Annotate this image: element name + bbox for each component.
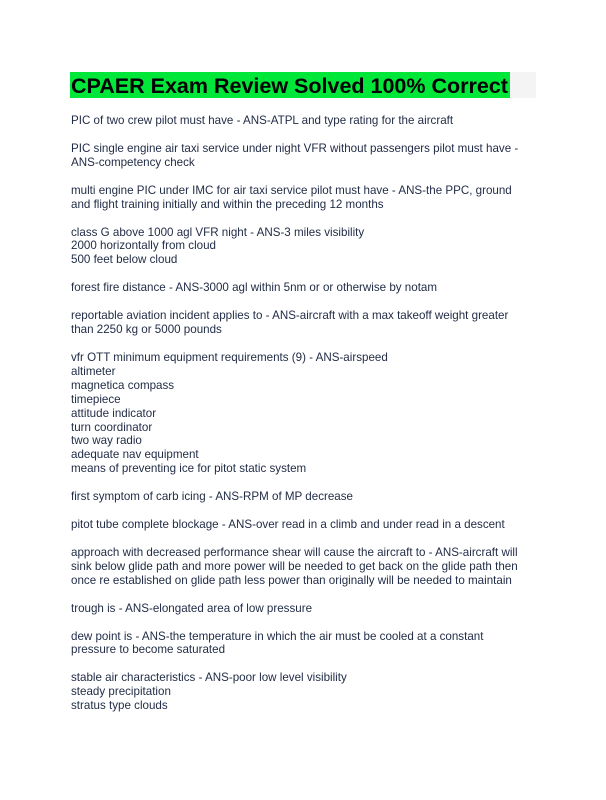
qa-entry <box>71 281 541 295</box>
qa-line: turn coordinator <box>71 420 153 434</box>
qa-entry <box>71 114 541 128</box>
qa-line: once re established on glide path less power than originally will be needed to maintain <box>71 573 512 587</box>
qa-line: magnetica compass <box>71 378 175 392</box>
qa-entry <box>71 142 541 170</box>
qa-entry <box>71 630 541 658</box>
qa-entry <box>71 490 541 504</box>
qa-line: pressure to become saturated <box>71 643 226 657</box>
qa-line: dew point is - ANS-the temperature in which the air must be cooled at a constant <box>71 629 484 643</box>
qa-line: stable air characteristics - ANS-poor low level visibility <box>71 671 347 685</box>
qa-entry <box>71 309 541 337</box>
qa-line: ANS-competency check <box>71 155 195 169</box>
qa-entry <box>71 184 541 212</box>
qa-line: PIC of two crew pilot must have - ANS-ATPL and type rating for the aircraft <box>71 114 454 127</box>
qa-line: sink below glide path and more power will be needed to get back on the glide path then <box>71 559 518 573</box>
qa-entry <box>71 546 541 588</box>
qa-line: vfr OTT minimum equipment requirements (9) - ANS-airspeed <box>71 350 388 364</box>
qa-line: class G above 1000 agl VFR night - ANS-3 miles visibility <box>71 225 365 239</box>
qa-line: attitude indicator <box>71 406 157 420</box>
qa-line: forest fire distance - ANS-3000 agl within 5nm or or otherwise by notam <box>71 281 438 295</box>
qa-line: two way radio <box>71 434 142 448</box>
qa-entry <box>71 671 541 713</box>
qa-line: approach with decreased performance shear will cause the aircraft to - ANS-aircraft will <box>71 545 518 559</box>
qa-line: adequate nav equipment <box>71 448 199 462</box>
qa-entry <box>71 226 541 268</box>
qa-line: steady precipitation <box>71 685 171 699</box>
page-title: CPAER Exam Review Solved 100% Correct <box>71 74 508 98</box>
qa-line: 500 feet below cloud <box>71 253 178 267</box>
qa-entry <box>71 518 541 532</box>
qa-line: pitot tube complete blockage - ANS-over read in a climb and under read in a descent <box>71 518 505 532</box>
qa-line: reportable aviation incident applies to - ANS-aircraft with a max takeoff weight greater <box>71 309 509 323</box>
qa-line: altimeter <box>71 364 116 378</box>
qa-line: multi engine PIC under IMC for air taxi service pilot must have - ANS-the PPC, ground <box>71 183 512 197</box>
qa-entry <box>71 351 541 476</box>
qa-line: and flight training initially and within the preceding 12 months <box>71 197 384 211</box>
qa-line: first symptom of carb icing - ANS-RPM of MP decrease <box>71 490 353 504</box>
qa-entry <box>71 602 541 616</box>
qa-list <box>71 114 541 727</box>
qa-line: trough is - ANS-elongated area of low pressure <box>71 601 313 615</box>
qa-line: than 2250 kg or 5000 pounds <box>71 323 222 337</box>
qa-line: means of preventing ice for pitot static system <box>71 462 307 476</box>
qa-line: stratus type clouds <box>71 699 168 713</box>
qa-line: PIC single engine air taxi service under night VFR without passengers pilot must have - <box>71 141 519 155</box>
qa-line: 2000 horizontally from cloud <box>71 239 217 253</box>
qa-line: timepiece <box>71 392 121 406</box>
